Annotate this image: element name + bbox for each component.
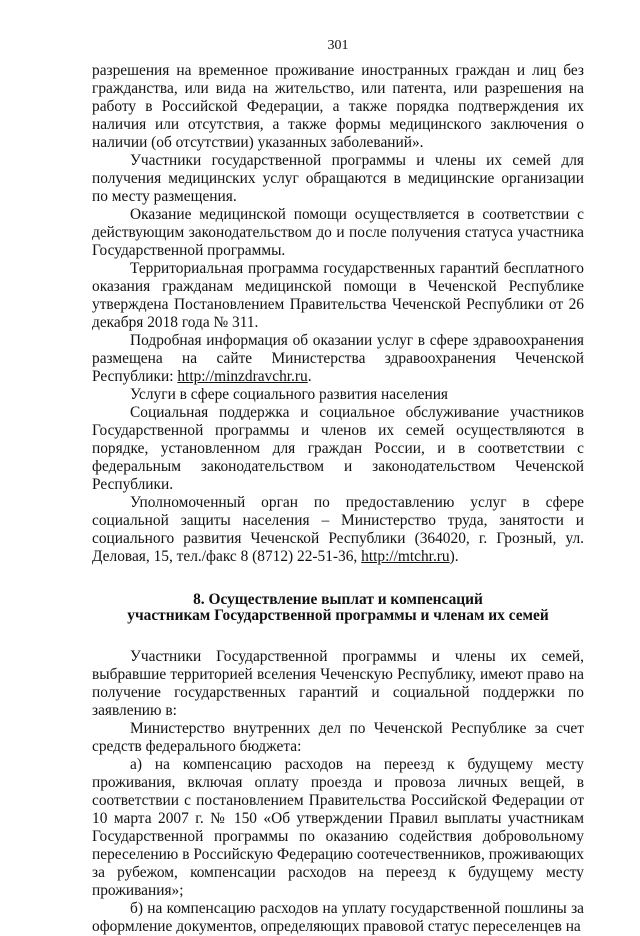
document-body [92,62,584,936]
section-heading-line: участникам Государственной программы и членам их семей [127,607,549,624]
health-info-paragraph [92,332,584,386]
paragraph: б) на компенсацию расходов на уплату государственной пошлины за оформление документов, определяющих правовой статус переселенцев на [92,900,584,935]
paragraph: Министерство внутренних дел по Чеченской Республике за счет средств федерального бюджета: [92,720,584,755]
paragraph: Участники Государственной программы и члены их семей, выбравшие территорией вселения Чеченскую Республику, имеют право на получение государственных гарантий и социальной поддержки по заявлению в: [92,648,584,719]
paragraph: Социальная поддержка и социальное обслуживание участников Государственной программы и членов их семей осуществляются в порядке, установленном для граждан России, и в соответствии с федеральным законодательством и законодательством Чеченской Республики. [92,404,584,493]
social-services-subheading: Услуги в сфере социального развития населения [130,386,449,403]
paragraph-tail: ). [449,548,459,565]
section-heading [92,592,584,624]
paragraph: Участники государственной программы и члены их семей для получения медицинских услуг обращаются в медицинские организации по месту размещения. [92,152,584,205]
paragraph: Оказание медицинской помощи осуществляется в соответствии с действующим законодательством до и после получения статуса участника Государственной программы. [92,206,584,259]
authority-paragraph [92,494,584,566]
paragraph-text: Уполномоченный орган по предоставлению услуг в сфере социальной защиты населения – Министерство труда, занятости и социального развития Чеченской Республики (364020, г. Грозный, ул. Деловая, 15, тел./факс 8 (8712) 22-51-36, [92,494,584,565]
mtchr-link[interactable]: http://mtchr.ru [361,548,450,565]
paragraph-tail: . [307,368,312,385]
paragraph: а) на компенсацию расходов на переезд к будущему месту проживания, включая оплату проезда и провоза личных вещей, в соответствии с постановлением Правительства Российской Федерации от 10 марта 2007 г. № 150 «Об утверждении Правил выплаты участникам Государственной программы по оказанию содействия добровольному переселению в Российскую Федерацию соотечественников, проживающих за рубежом, компенсации расходов на переезд к будущему месту проживания»; [92,756,584,899]
paragraph-text: Подробная информация об оказании услуг в сфере здравоохранения размещена на сайте Министерства здравоохранения Чеченской Республики: [92,332,584,385]
page-number: 301 [327,38,349,53]
section-heading-line: 8. Осуществление выплат и компенсаций [193,591,483,608]
paragraph: Территориальная программа государственных гарантий бесплатного оказания гражданам медицинской помощи в Чеченской Республике утверждена Постановлением Правительства Чеченской Республики от 26 декабря 2018 года № 311. [92,260,584,331]
paragraph: разрешения на временное проживание иностранных граждан и лиц без гражданства, или вида на жительство, или патента, или разрешения на работу в Российской Федерации, а также порядка подтверждения их наличия или отсутствия, а также формы медицинского заключения о наличии (об отсутствии) указанных заболеваний». [92,62,584,151]
minzdrav-link[interactable]: http://minzdravchr.ru [177,368,308,385]
